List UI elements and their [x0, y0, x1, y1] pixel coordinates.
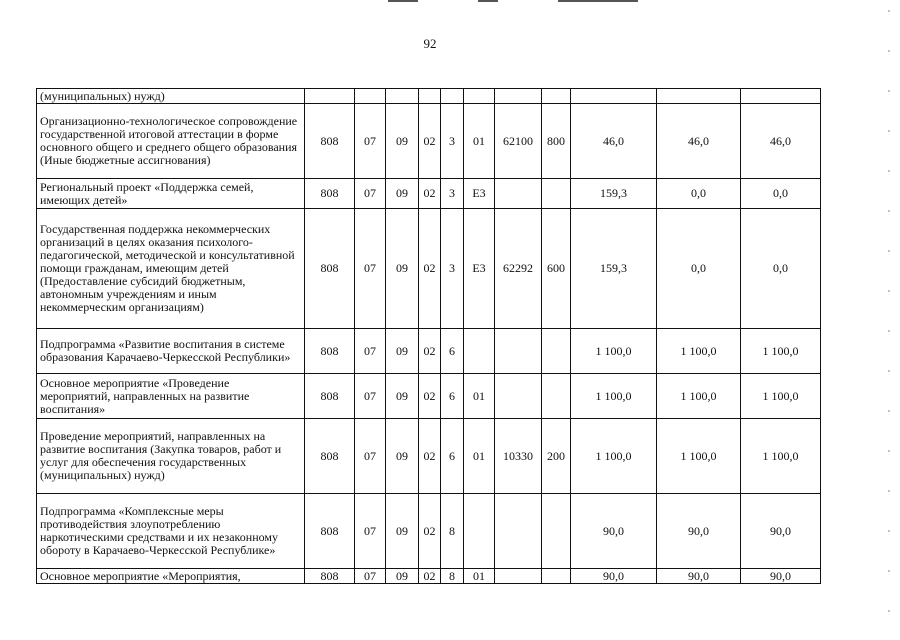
subprogram-code: 6	[441, 329, 464, 374]
ministry-code: 808	[305, 179, 355, 209]
program-code: 02	[419, 179, 441, 209]
expense-type-code	[542, 89, 571, 104]
row-name: Подпрограмма «Развитие воспитания в системе образования Карачаево-Черкесской Республики»	[37, 329, 305, 374]
subprogram-code: 8	[441, 569, 464, 584]
table-row	[37, 89, 821, 104]
direction-code	[495, 329, 542, 374]
amount-year-2: 1 100,0	[657, 329, 741, 374]
table-row	[37, 374, 821, 419]
amount-year-1	[571, 89, 657, 104]
amount-year-1: 1 100,0	[571, 419, 657, 494]
ministry-code: 808	[305, 329, 355, 374]
section-code: 07	[355, 494, 386, 569]
subprogram-code: 8	[441, 494, 464, 569]
expense-type-code: 600	[542, 209, 571, 329]
program-code: 02	[419, 569, 441, 584]
table-row	[37, 419, 821, 494]
budget-table	[36, 88, 821, 584]
amount-year-1: 159,3	[571, 179, 657, 209]
direction-code: 62292	[495, 209, 542, 329]
row-name: Подпрограмма «Комплексные меры противодействия злоупотреблению наркотическими средствами и их незаконному обороту в Карачаево-Черкесской Республике»	[37, 494, 305, 569]
amount-year-2: 0,0	[657, 179, 741, 209]
direction-code	[495, 374, 542, 419]
amount-year-2: 90,0	[657, 494, 741, 569]
amount-year-2: 90,0	[657, 569, 741, 584]
amount-year-2: 1 100,0	[657, 374, 741, 419]
amount-year-3: 1 100,0	[741, 374, 821, 419]
event-code	[464, 329, 495, 374]
direction-code: 10330	[495, 419, 542, 494]
event-code: 01	[464, 569, 495, 584]
ministry-code	[305, 89, 355, 104]
amount-year-3	[741, 89, 821, 104]
subprogram-code	[441, 89, 464, 104]
subsection-code	[386, 89, 419, 104]
ministry-code: 808	[305, 494, 355, 569]
amount-year-3: 46,0	[741, 104, 821, 179]
direction-code	[495, 89, 542, 104]
subsection-code: 09	[386, 374, 419, 419]
section-code: 07	[355, 179, 386, 209]
row-name: Проведение мероприятий, направленных на развитие воспитания (Закупка товаров, работ и услуг для обеспечения государственных (муниципальных) нужд)	[37, 419, 305, 494]
amount-year-3: 90,0	[741, 569, 821, 584]
subsection-code: 09	[386, 104, 419, 179]
event-code: 01	[464, 374, 495, 419]
ministry-code: 808	[305, 209, 355, 329]
ministry-code: 808	[305, 569, 355, 584]
subsection-code: 09	[386, 569, 419, 584]
section-code	[355, 89, 386, 104]
direction-code	[495, 494, 542, 569]
amount-year-2: 1 100,0	[657, 419, 741, 494]
amount-year-1: 159,3	[571, 209, 657, 329]
event-code: Е3	[464, 209, 495, 329]
amount-year-3: 0,0	[741, 209, 821, 329]
section-code: 07	[355, 374, 386, 419]
direction-code	[495, 569, 542, 584]
table-row	[37, 209, 821, 329]
section-code: 07	[355, 569, 386, 584]
amount-year-2: 0,0	[657, 209, 741, 329]
table-row	[37, 104, 821, 179]
table-row	[37, 329, 821, 374]
subprogram-code: 6	[441, 419, 464, 494]
amount-year-2: 46,0	[657, 104, 741, 179]
row-name: (муниципальных) нужд)	[37, 89, 305, 104]
expense-type-code	[542, 494, 571, 569]
program-code: 02	[419, 329, 441, 374]
subprogram-code: 3	[441, 104, 464, 179]
table-row	[37, 494, 821, 569]
section-code: 07	[355, 329, 386, 374]
amount-year-1: 46,0	[571, 104, 657, 179]
section-code: 07	[355, 104, 386, 179]
program-code: 02	[419, 494, 441, 569]
program-code: 02	[419, 104, 441, 179]
event-code: 01	[464, 104, 495, 179]
subprogram-code: 6	[441, 374, 464, 419]
row-name: Региональный проект «Поддержка семей, имеющих детей»	[37, 179, 305, 209]
row-name: Основное мероприятие «Проведение мероприятий, направленных на развитие воспитания»	[37, 374, 305, 419]
event-code	[464, 494, 495, 569]
direction-code: 62100	[495, 104, 542, 179]
ministry-code: 808	[305, 104, 355, 179]
expense-type-code	[542, 329, 571, 374]
subsection-code: 09	[386, 494, 419, 569]
direction-code	[495, 179, 542, 209]
expense-type-code: 800	[542, 104, 571, 179]
subsection-code: 09	[386, 329, 419, 374]
row-name: Организационно-технологическое сопровождение государственной итоговой аттестации в форме основного общего и среднего общего образования (Иные бюджетные ассигнования)	[37, 104, 305, 179]
amount-year-1: 1 100,0	[571, 329, 657, 374]
amount-year-3: 1 100,0	[741, 329, 821, 374]
subsection-code: 09	[386, 179, 419, 209]
section-code: 07	[355, 419, 386, 494]
ministry-code: 808	[305, 374, 355, 419]
subsection-code: 09	[386, 419, 419, 494]
table-row	[37, 179, 821, 209]
program-code: 02	[419, 209, 441, 329]
scan-edge-dots	[888, 10, 890, 630]
expense-type-code	[542, 179, 571, 209]
subsection-code: 09	[386, 209, 419, 329]
program-code	[419, 89, 441, 104]
event-code: 01	[464, 419, 495, 494]
row-name: Государственная поддержка некоммерческих организаций в целях оказания психолого-педагогической, методической и консультативной помощи гражданам, имеющим детей (Предоставление субсидий бюджетным, автономным учреждениям и иным некоммерческим организациям)	[37, 209, 305, 329]
expense-type-code	[542, 374, 571, 419]
amount-year-1: 90,0	[571, 569, 657, 584]
page-number: 92	[423, 36, 437, 51]
ministry-code: 808	[305, 419, 355, 494]
amount-year-2	[657, 89, 741, 104]
program-code: 02	[419, 419, 441, 494]
amount-year-3: 90,0	[741, 494, 821, 569]
amount-year-3: 0,0	[741, 179, 821, 209]
amount-year-1: 90,0	[571, 494, 657, 569]
program-code: 02	[419, 374, 441, 419]
event-code: Е3	[464, 179, 495, 209]
table-row	[37, 569, 821, 584]
section-code: 07	[355, 209, 386, 329]
expense-type-code: 200	[542, 419, 571, 494]
amount-year-1: 1 100,0	[571, 374, 657, 419]
scan-artifact	[388, 0, 658, 3]
subprogram-code: 3	[441, 209, 464, 329]
amount-year-3: 1 100,0	[741, 419, 821, 494]
expense-type-code	[542, 569, 571, 584]
event-code	[464, 89, 495, 104]
row-name: Основное мероприятие «Мероприятия,	[37, 569, 305, 584]
subprogram-code: 3	[441, 179, 464, 209]
